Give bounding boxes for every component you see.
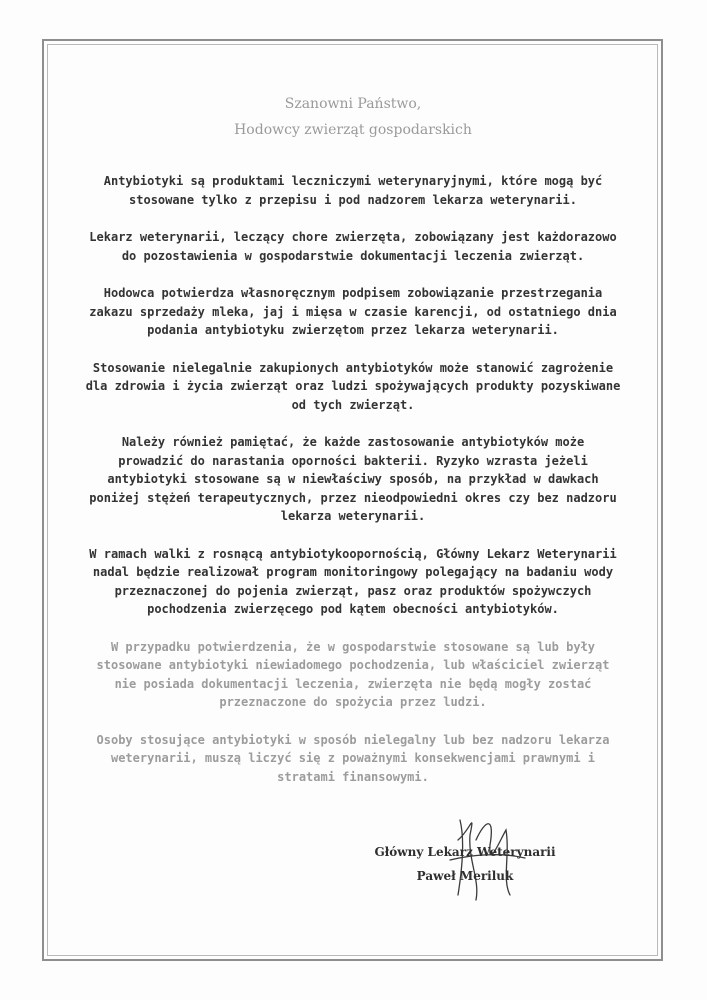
paragraph-line: lekarza weterynarii. [280,509,426,523]
paragraph-line: stratami finansowymi. [277,769,429,784]
paragraph-line: przeznaczonej do pojenia zwierząt, pasz oraz produktów spożywczych [114,583,592,598]
letter-content [60,92,646,805]
salutation: Szanowni Państwo, [284,96,422,112]
paragraph-line: weterynarii, muszą liczyć się z poważnymi konsekwencjami prawnymi i [110,751,596,765]
paragraph-5 [60,433,646,526]
paragraph-line: Należy również pamiętać, że każde zastosowanie antybiotyków może [121,435,585,449]
paragraph-8 [60,731,646,787]
paragraph-line: od tych zwierząt. [291,397,415,412]
paragraph-line: W ramach walki z rosnącą antybiotykoopornością, Główny Lekarz Weterynarii [89,546,617,561]
paragraph-line: Osoby stosujące antybiotyki w sposób nielegalny lub bez nadzoru lekarza [96,732,610,747]
paragraph-line: przeznaczone do spożycia przez ludzi. [219,695,487,709]
paragraph-7 [60,638,646,712]
paragraph-line: stosowane tylko z przepisu i pod nadzorem lekarza weterynarii. [129,192,577,207]
signature-block [355,840,575,888]
paragraph-line: stosowane antybiotyki niewiadomego pochodzenia, lub właściciel zwierząt [96,658,610,672]
paragraph-line: poniżej stężeń terapeutycznych, przez nieodpowiedni okres czy bez nadzoru [89,490,617,505]
paragraph-line: Antybiotyki są produktami leczniczymi weterynaryjnymi, które mogą być [103,174,603,188]
paragraph-line: nadal będzie realizował program monitoringowy polegający na badaniu wody [92,565,614,579]
addressee: Hodowcy zwierząt gospodarskich [234,122,472,138]
paragraph-line: Lekarz weterynarii, leczący chore zwierzęta, zobowiązany jest każdorazowo [89,230,617,244]
paragraph-line: do pozostawienia w gospodarstwie dokumentacji leczenia zwierząt. [121,248,585,263]
paragraph-3 [60,284,646,340]
paragraph-line: antybiotyki stosowane są w niewłaściwy sposób, na przykład w dawkach [107,472,599,486]
paragraph-1 [60,172,646,209]
paragraph-line: zakazu sprzedaży mleka, jaj i mięsa w czasie karencji, od ostatniego dnia [89,304,617,319]
signatory-name: Paweł Meriluk [416,869,514,883]
paragraph-line: W przypadku potwierdzenia, że w gospodarstwie stosowane są lub były [110,639,596,654]
paragraph-line: Stosowanie nielegalnie zakupionych antybiotyków może stanowić zagrożenie [92,360,614,375]
paragraph-2 [60,228,646,265]
paragraph-line: dla zdrowia i życia zwierząt oraz ludzi spożywających produkty pozyskiwane [85,379,621,393]
paragraph-line: prowadzić do narastania oporności bakterii. Ryzyko wzrasta jeżeli [118,453,588,468]
paragraph-line: Hodowca potwierdza własnoręcznym podpisem zobowiązanie przestrzegania [103,286,603,300]
paragraph-6 [60,545,646,619]
signatory-title: Główny Lekarz Weterynarii [374,845,556,859]
paragraph-line: podania antybiotyku zwierzętom przez lekarza weterynarii. [147,323,559,337]
paragraph-line: pochodzenia zwierzęcego pod kątem obecności antybiotyków. [147,602,559,616]
paragraph-line: nie posiada dokumentacji leczenia, zwierzęta nie będą mogły zostać [114,676,592,691]
paragraph-4 [60,359,646,415]
